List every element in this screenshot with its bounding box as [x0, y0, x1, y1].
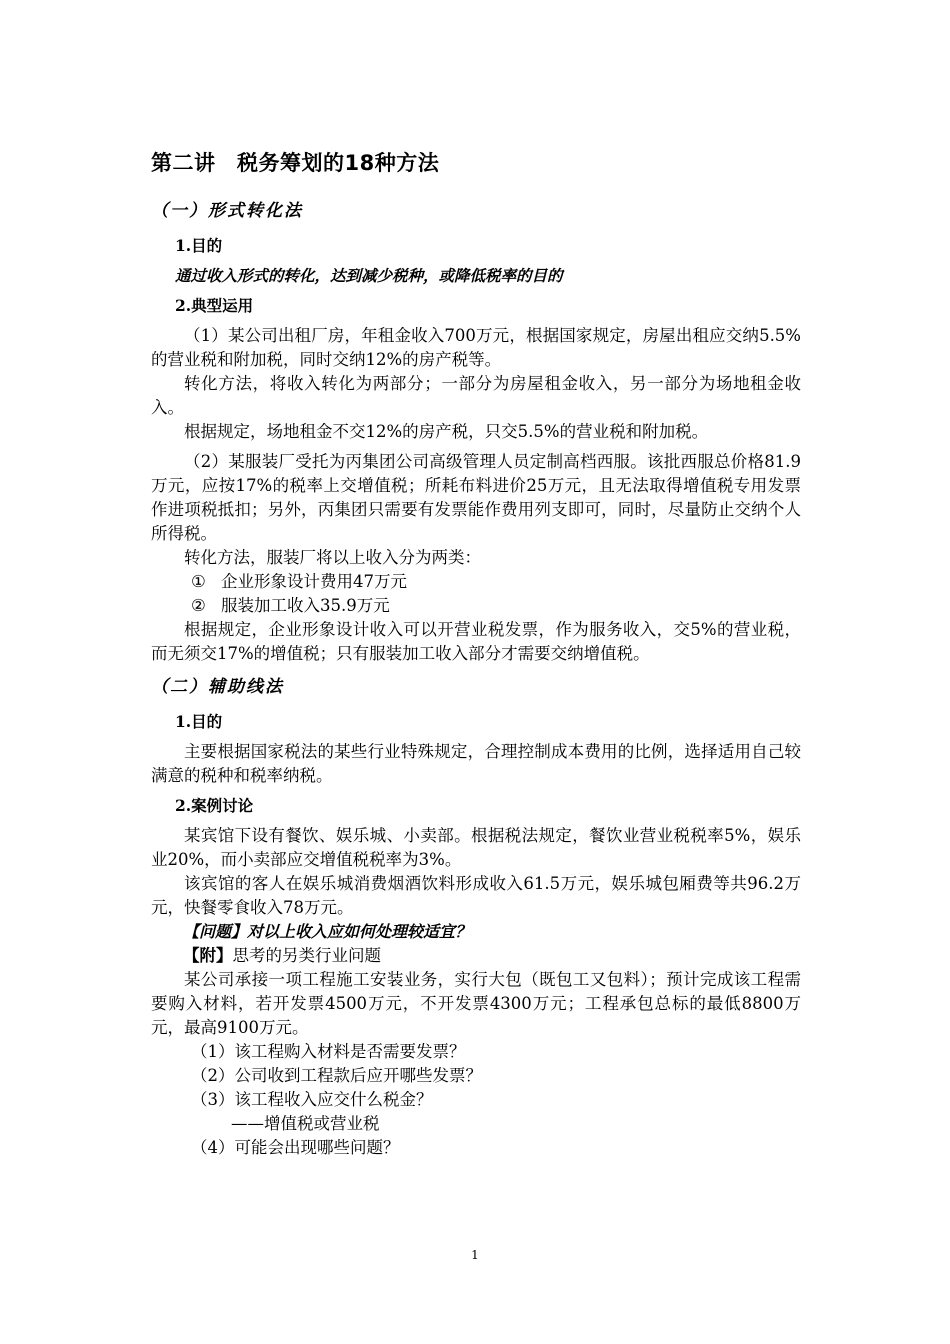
appendix-line — [183, 944, 801, 968]
paragraph: 某公司承接一项工程施工安装业务，实行大包（既包工又包料）；预计完成该工程需要购入材料，若开发票4500万元，不开发票4300万元；工程承包总标的最低8800万元，最高9100万元。 — [151, 970, 801, 1037]
purpose-label-2: 1.目的 — [175, 712, 223, 731]
list-item-text: 企业形象设计费用47万元 — [221, 572, 407, 591]
paragraph: 该宾馆的客人在娱乐城消费烟酒饮料形成收入61.5万元，娱乐城包厢费等共96.2万元，快餐零食收入78万元。 — [151, 874, 801, 917]
paragraph: 根据规定，场地租金不交12%的房产税，只交5.5%的营业税和附加税。 — [184, 422, 709, 441]
paragraph: 某宾馆下设有餐饮、娱乐城、小卖部。根据税法规定，餐饮业营业税税率5%，娱乐业20%，而小卖部应交增值税税率为3%。 — [151, 826, 801, 869]
question-item: （2）公司收到工程款后应开哪些发票？ — [191, 1066, 482, 1085]
page-number: 1 — [471, 1248, 479, 1262]
case-label: 2.案例讨论 — [175, 796, 254, 815]
section-heading-1: （一）形式转化法 — [151, 201, 303, 221]
appendix-text: 思考的另类行业问题 — [232, 946, 381, 965]
paragraph: 主要根据国家税法的某些行业特殊规定，合理控制成本费用的比例，选择适用自己较满意的税种和税率纳税。 — [151, 742, 801, 785]
list-item — [191, 594, 801, 618]
paragraph: （1）某公司出租厂房，年租金收入700万元，根据国家规定，房屋出租应交纳5.5%的营业税和附加税，同时交纳12%的房产税等。 — [151, 326, 801, 369]
purpose-text-1: 通过收入形式的转化，达到减少税种，或降低税率的目的 — [175, 266, 563, 285]
question-line: 【问题】对以上收入应如何处理较适宜？ — [183, 922, 472, 941]
list-item-number: ① — [191, 572, 206, 591]
list-item-number: ② — [191, 596, 206, 615]
purpose-label-1: 1.目的 — [175, 236, 223, 255]
question-item: （3）该工程收入应交什么税金？ — [191, 1090, 433, 1109]
page-content — [151, 148, 801, 1160]
paragraph: （2）某服装厂受托为丙集团公司高级管理人员定制高档西服。该批西服总价格81.9万元，应按17%的税率上交增值税；所耗布料进价25万元，且无法取得增值税专用发票作进项税抵扣；另外，丙集团只需要有发票能作费用列支即可，同时，尽量防止交纳个人所得税。 — [151, 452, 801, 543]
question-item: （4）可能会出现哪些问题？ — [191, 1138, 400, 1157]
list-item — [191, 570, 801, 594]
paragraph: 转化方法，将收入转化为两部分；一部分为房屋租金收入，另一部分为场地租金收入。 — [151, 374, 801, 417]
list-item-text: 服装加工收入35.9万元 — [221, 596, 390, 615]
page-title: 第二讲 税务筹划的18种方法 — [151, 151, 440, 175]
usage-label-1: 2.典型运用 — [175, 296, 254, 315]
question-answer: ——增值税或营业税 — [231, 1114, 380, 1133]
question-item: （1）该工程购入材料是否需要发票？ — [191, 1042, 466, 1061]
section-heading-2: （二）辅助线法 — [151, 677, 284, 697]
paragraph: 根据规定，企业形象设计收入可以开营业税发票，作为服务收入，交5%的营业税，而无须交17%的增值税；只有服装加工收入部分才需要交纳增值税。 — [151, 620, 801, 663]
appendix-tag: 【附】 — [183, 946, 233, 965]
paragraph: 转化方法，服装厂将以上收入分为两类： — [184, 548, 481, 567]
